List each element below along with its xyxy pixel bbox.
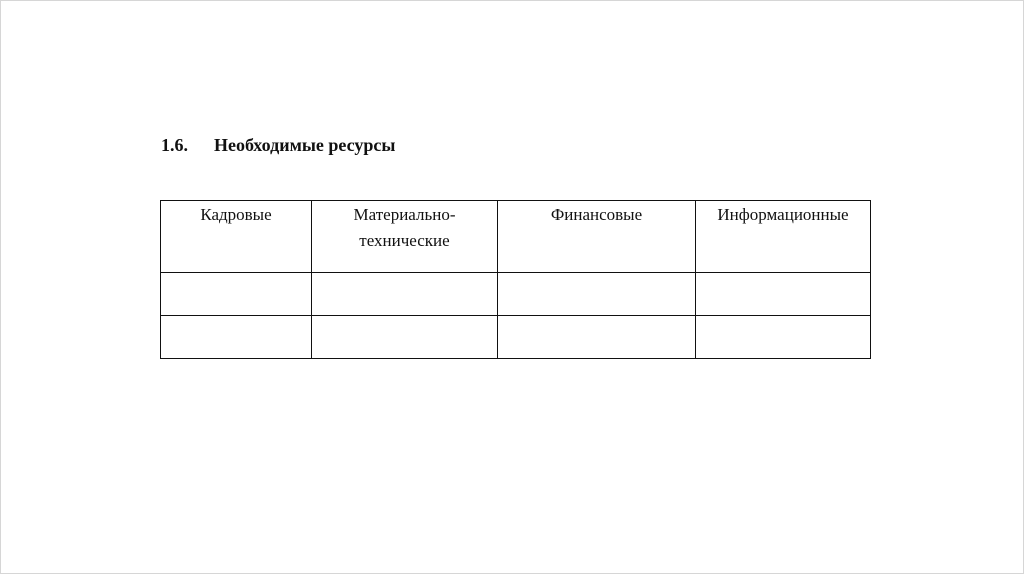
- table-cell: [498, 316, 696, 359]
- table-row: [161, 273, 871, 316]
- header-cell-personnel: Кадровые: [161, 201, 312, 273]
- resources-table: [160, 200, 871, 359]
- table-cell: [312, 316, 498, 359]
- section-heading: [161, 134, 395, 156]
- table-row: [161, 316, 871, 359]
- section-title: Необходимые ресурсы: [214, 135, 396, 155]
- table-cell: [696, 273, 871, 316]
- header-cell-financial: Финансовые: [498, 201, 696, 273]
- table-cell: [498, 273, 696, 316]
- section-number: 1.6.: [161, 135, 188, 155]
- table-cell: [161, 316, 312, 359]
- table-cell: [161, 273, 312, 316]
- table-cell: [312, 273, 498, 316]
- table-cell: [696, 316, 871, 359]
- header-cell-informational: Информационные: [696, 201, 871, 273]
- header-cell-material: Материально- технические: [312, 201, 498, 273]
- table-header-row: [161, 201, 871, 273]
